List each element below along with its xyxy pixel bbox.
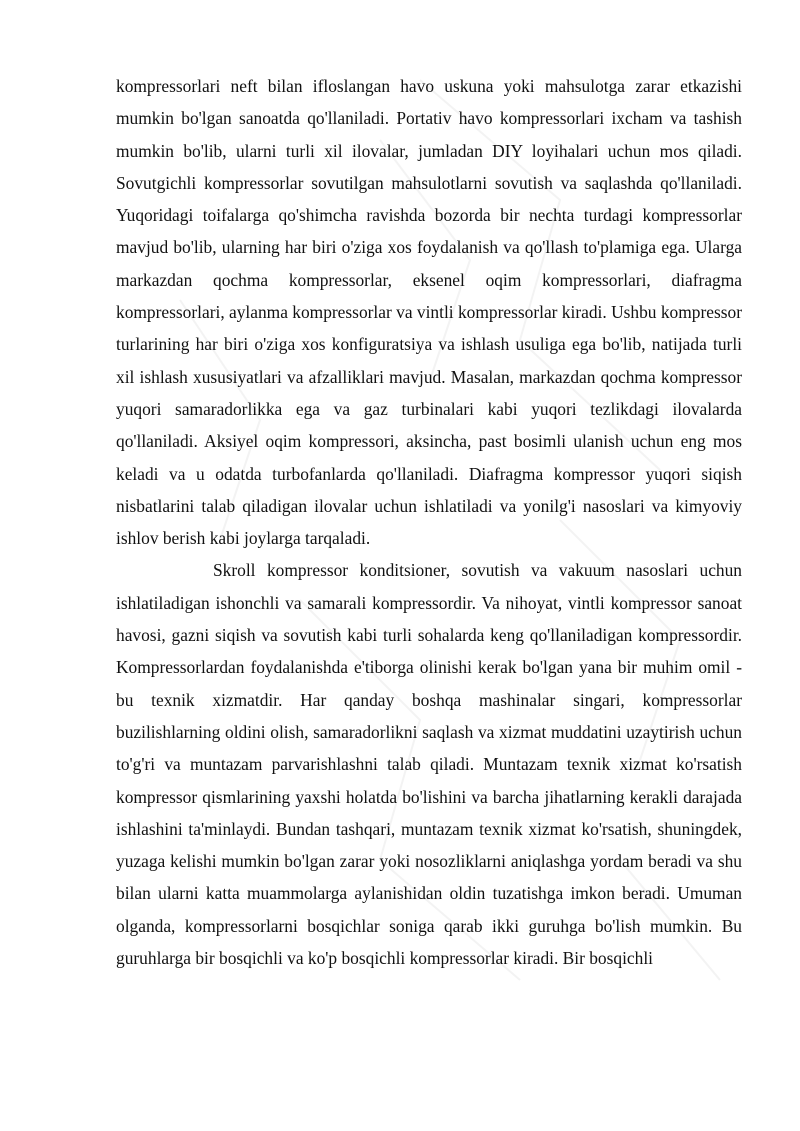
paragraph: Skroll kompressor konditsioner, sovutish va vakuum nasoslari uchun ishlatiladigan ishonchli va samarali kompressordir. Va nihoyat, vintli kompressor sanoat havosi, gazni siqish va sovutish kabi turli sohalarda keng qo'llaniladigan kompressordir. Kompressorlardan foydalanishda e'tiborga olinishi kerak bo'lgan yana bir muhim omil - bu texnik xizmatdir. Har qanday boshqa mashinalar singari, kompressorlar buzilishlarning oldini olish, samaradorlikni saqlash va xizmat muddatini uzaytirish uchun to'g'ri va muntazam parvarishlashni talab qiladi. Muntazam texnik xizmat ko'rsatish kompressor qismlarining yaxshi holatda bo'lishini va barcha jihatlarning kerakli darajada ishlashini ta'minlaydi. Bundan tashqari, muntazam texnik xizmat ko'rsatish, shuningdek, yuzaga kelishi mumkin bo'lgan zarar yoki nosozliklarni aniqlashga yordam beradi va shu bilan ularni katta muammolarga aylanishidan oldin tuzatishga imkon beradi. Umuman olganda, kompressorlarni bosqichlar soniga qarab ikki guruhga bo'lish mumkin. Bu guruhlarga bir bosqichli va ko'p bosqichli kompressorlar kiradi. Bir bosqichli [116,560,742,969]
paragraph: kompressorlari neft bilan ifloslangan havo uskuna yoki mahsulotga zarar etkazishi mumkin bo'lgan sanoatda qo'llaniladi. Portativ havo kompressorlari ixcham va tashish mumkin bo'lib, ularni turli xil ilovalar, jumladan DIY loyihalari uchun mos qiladi. Sovutgichli kompressorlar sovutilgan mahsulotlarni sovutish va saqlashda qo'llaniladi. Yuqoridagi toifalarga qo'shimcha ravishda bozorda bir nechta turdagi kompressorlar mavjud bo'lib, ularning har biri o'ziga xos foydalanish va qo'llash to'plamiga ega. Ularga markazdan qochma kompressorlar, eksenel oqim kompressorlari, diafragma kompressorlari, aylanma kompressorlar va vintli kompressorlar kiradi. Ushbu kompressor turlarining har biri o'ziga xos konfiguratsiya va ishlash usuliga ega bo'lib, natijada turli xil ishlash xususiyatlari va afzalliklari mavjud. Masalan, markazdan qochma kompressor yuqori samaradorlikka ega va gaz turbinalari kabi yuqori tezlikdagi ilovalarda qo'llaniladi. Aksiyel oqim kompressori, aksincha, past bosimli ulanish uchun eng mos keladi va u odatda turbofanlarda qo'llaniladi. Diafragma kompressor yuqori siqish nisbatlarini talab qiladigan ilovalar uchun ishlatiladi va yonilg'i nasoslari va kimyoviy ishlov berish kabi joylarga tarqaladi. [116,76,742,549]
document-body [116,70,742,974]
